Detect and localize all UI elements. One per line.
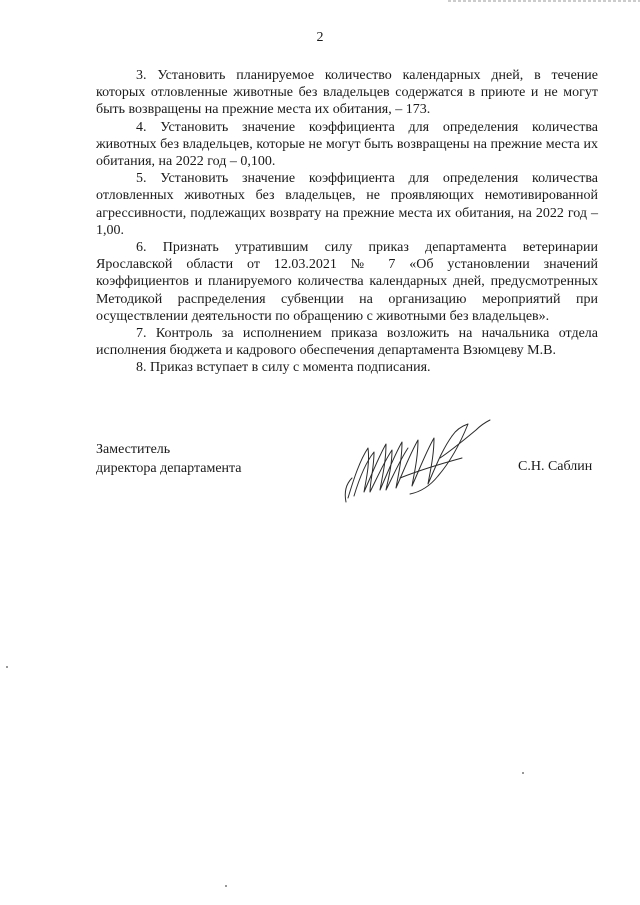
scan-speck — [225, 885, 227, 887]
paragraph-3: 3. Установить планируемое количество календарных дней, в течение которых отловленные животные без владельцев содержатся в приюте и не могут быть возвращены на прежние места их обитания, – 173. — [96, 68, 598, 118]
paragraph-8: 8. Приказ вступает в силу с момента подписания. — [136, 360, 431, 376]
paragraph-4: 4. Установить значение коэффициента для определения количества животных без владельцев, которые не могут быть возвращены на прежние места их обитания, на 2022 год – 0,100. — [96, 119, 598, 170]
scan-edge-line — [448, 0, 640, 2]
scan-speck — [6, 666, 8, 668]
position-line-2: директора департамента — [96, 461, 242, 476]
paragraph-6: 6. Признать утратившим силу приказ департамента ветеринарии Ярославской области от 12.03.2021 № 7 «Об установлении значений коэффициентов и планируемого количества календарных дней, предусмотренных Методикой распределения субвенции на организацию мероприятий при осуществлении деятельности по обращению с животными без владельцев». — [96, 240, 598, 324]
handwritten-signature — [340, 418, 500, 504]
position-line-1: Заместитель — [96, 442, 171, 457]
document-body — [96, 67, 598, 377]
scan-speck — [522, 772, 524, 774]
signatory-name: С.Н. Саблин — [518, 459, 593, 474]
paragraph-7: 7. Контроль за исполнением приказа возложить на начальника отдела исполнения бюджета и кадрового обеспечения департамента Взюмцеву М.В. — [96, 326, 598, 359]
page-number: 2 — [316, 30, 324, 45]
paragraph-5: 5. Установить значение коэффициента для определения количества отловленных животных без владельцев, не проявляющих немотивированной агрессивности, подлежащих возврату на прежние места их обитания, на 2022 год – 1,00. — [96, 171, 598, 238]
signatory-position — [96, 440, 242, 478]
